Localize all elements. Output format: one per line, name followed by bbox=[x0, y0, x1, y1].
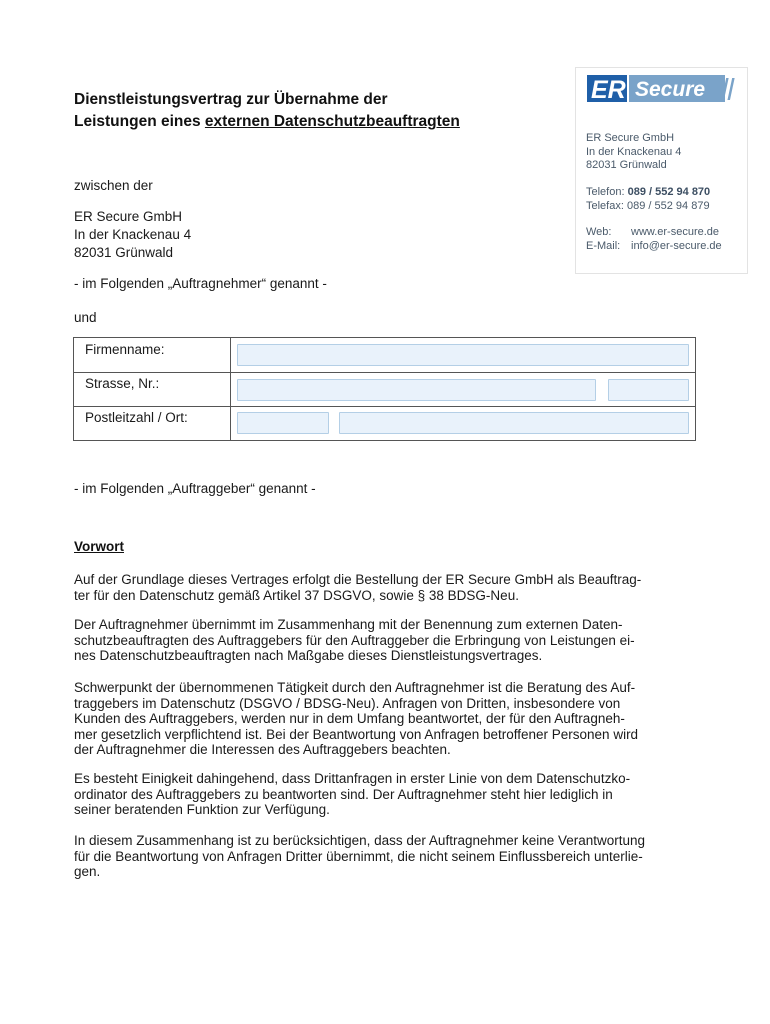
contractor-street: In der Knackenau 4 bbox=[74, 227, 192, 242]
contractor-name: ER Secure GmbH bbox=[74, 209, 183, 224]
p5-line: In diesem Zusammenhang ist zu berücksichtigen, dass der Auftragnehmer keine Verantwortung bbox=[74, 833, 646, 848]
client-note: - im Folgenden „Auftraggeber“ genannt - bbox=[74, 481, 316, 496]
preface-heading: Vorwort bbox=[74, 539, 124, 554]
card-web-block bbox=[586, 226, 746, 253]
city-input[interactable] bbox=[339, 412, 689, 434]
title-line-2-underlined: externen Datenschutzbeauftragten bbox=[204, 113, 460, 130]
contractor-note: - im Folgenden „Auftragnehmer“ genannt - bbox=[74, 276, 327, 291]
card-phone-label: Telefon: bbox=[586, 186, 625, 198]
preface-paragraph-2 bbox=[74, 617, 680, 664]
zip-input[interactable] bbox=[237, 412, 329, 434]
zip-city-label: Postleitzahl / Ort: bbox=[85, 410, 188, 425]
client-form-table bbox=[73, 337, 696, 441]
p4-line: seiner beratenden Funktion zur Verfügung. bbox=[74, 802, 330, 818]
preface-paragraph-5 bbox=[74, 833, 680, 880]
between-text: zwischen der bbox=[74, 178, 153, 193]
p3-line: mer gesetzlich verpflichtend ist. Bei der Beantwortung von Anfragen betroffener Personen wird bbox=[74, 726, 639, 742]
card-web-label: Web: bbox=[586, 226, 612, 238]
p5-line: gen. bbox=[74, 864, 101, 880]
street-input[interactable] bbox=[237, 379, 596, 401]
company-card bbox=[575, 67, 748, 274]
form-row-street bbox=[74, 372, 695, 407]
card-email-label: E-Mail: bbox=[586, 239, 621, 252]
p2-line: nes Datenschutzbeauftragten nach Maßgabe dieses Dienstleistungsvertrages. bbox=[74, 648, 543, 664]
company-label: Firmenname: bbox=[85, 342, 165, 357]
er-secure-logo bbox=[587, 74, 735, 104]
logo-er-text: ER bbox=[591, 76, 626, 104]
card-city: 82031 Grünwald bbox=[586, 159, 667, 171]
street-label: Strasse, Nr.: bbox=[85, 376, 160, 391]
card-email-row bbox=[586, 240, 746, 254]
card-address bbox=[586, 132, 746, 173]
p4-line: ordinator des Auftraggebers zu beantworten sind. Der Auftragnehmer steht hier lediglich in bbox=[74, 786, 613, 802]
p3-line: Schwerpunkt der übernommenen Tätigkeit durch den Auftragnehmer ist die Beratung des Auf- bbox=[74, 680, 636, 695]
preface-paragraph-1 bbox=[74, 572, 680, 603]
preface-paragraph-3 bbox=[74, 680, 680, 758]
card-fax-label: Telefax: bbox=[586, 199, 624, 212]
card-web-link[interactable]: www.er-secure.de bbox=[631, 226, 720, 238]
card-phone-block bbox=[586, 186, 746, 213]
p3-line: traggebers im Datenschutz (DSGVO / BDSG-Neu). Anfragen von Dritten, insbesondere von bbox=[74, 695, 621, 711]
contractor-address bbox=[74, 208, 191, 262]
form-row-company bbox=[74, 338, 695, 373]
p2-line: Der Auftragnehmer übernimmt im Zusammenhang mit der Benennung zum externen Daten- bbox=[74, 617, 623, 632]
house-number-input[interactable] bbox=[608, 379, 689, 401]
p4-line: Es besteht Einigkeit dahingehend, dass Drittanfragen in erster Linie von dem Datenschutzko- bbox=[74, 771, 631, 786]
logo-stripe-2 bbox=[727, 78, 734, 100]
p3-line: der Auftragnehmer die Interessen des Auftraggebers beachten. bbox=[74, 742, 451, 758]
card-company-name: ER Secure GmbH bbox=[586, 132, 675, 144]
card-phone-row bbox=[586, 186, 746, 200]
preface-paragraph-4 bbox=[74, 771, 680, 818]
document-title bbox=[74, 89, 544, 133]
p1-line: Auf der Grundlage dieses Vertrages erfolgt die Bestellung der ER Secure GmbH als Beauftrag- bbox=[74, 572, 642, 587]
card-phone-value: 089 / 552 94 870 bbox=[627, 186, 711, 198]
title-line-2 bbox=[74, 111, 544, 133]
p2-line: schutzbeauftragten des Auftraggebers für den Auftraggeber die Erbringung von Leistungen ei- bbox=[74, 632, 635, 648]
title-line-2-prefix: Leistungen eines bbox=[74, 113, 205, 130]
card-fax-value: 089 / 552 94 879 bbox=[626, 199, 710, 212]
logo-secure-text: Secure bbox=[635, 78, 706, 101]
p1-line: ter für den Datenschutz gemäß Artikel 37 DSGVO, sowie § 38 BDSG-Neu. bbox=[74, 587, 519, 603]
p5-line: für die Beantwortung von Anfragen Dritter übernimmt, die nicht seinem Einflussbereich unterlie- bbox=[74, 848, 643, 864]
card-fax-row bbox=[586, 200, 746, 214]
p3-line: Kunden des Auftraggebers, werden nur in dem Umfang beantwortet, der für den Auftragneh- bbox=[74, 711, 625, 727]
and-text: und bbox=[74, 310, 97, 325]
company-name-input[interactable] bbox=[237, 344, 689, 366]
title-line-1: Dienstleistungsvertrag zur Übernahme der bbox=[74, 91, 388, 108]
contractor-city: 82031 Grünwald bbox=[74, 245, 174, 260]
card-email-link[interactable]: info@er-secure.de bbox=[631, 239, 722, 252]
card-street: In der Knackenau 4 bbox=[586, 145, 682, 158]
card-web-row bbox=[586, 226, 746, 240]
form-row-zip-city bbox=[74, 406, 695, 440]
